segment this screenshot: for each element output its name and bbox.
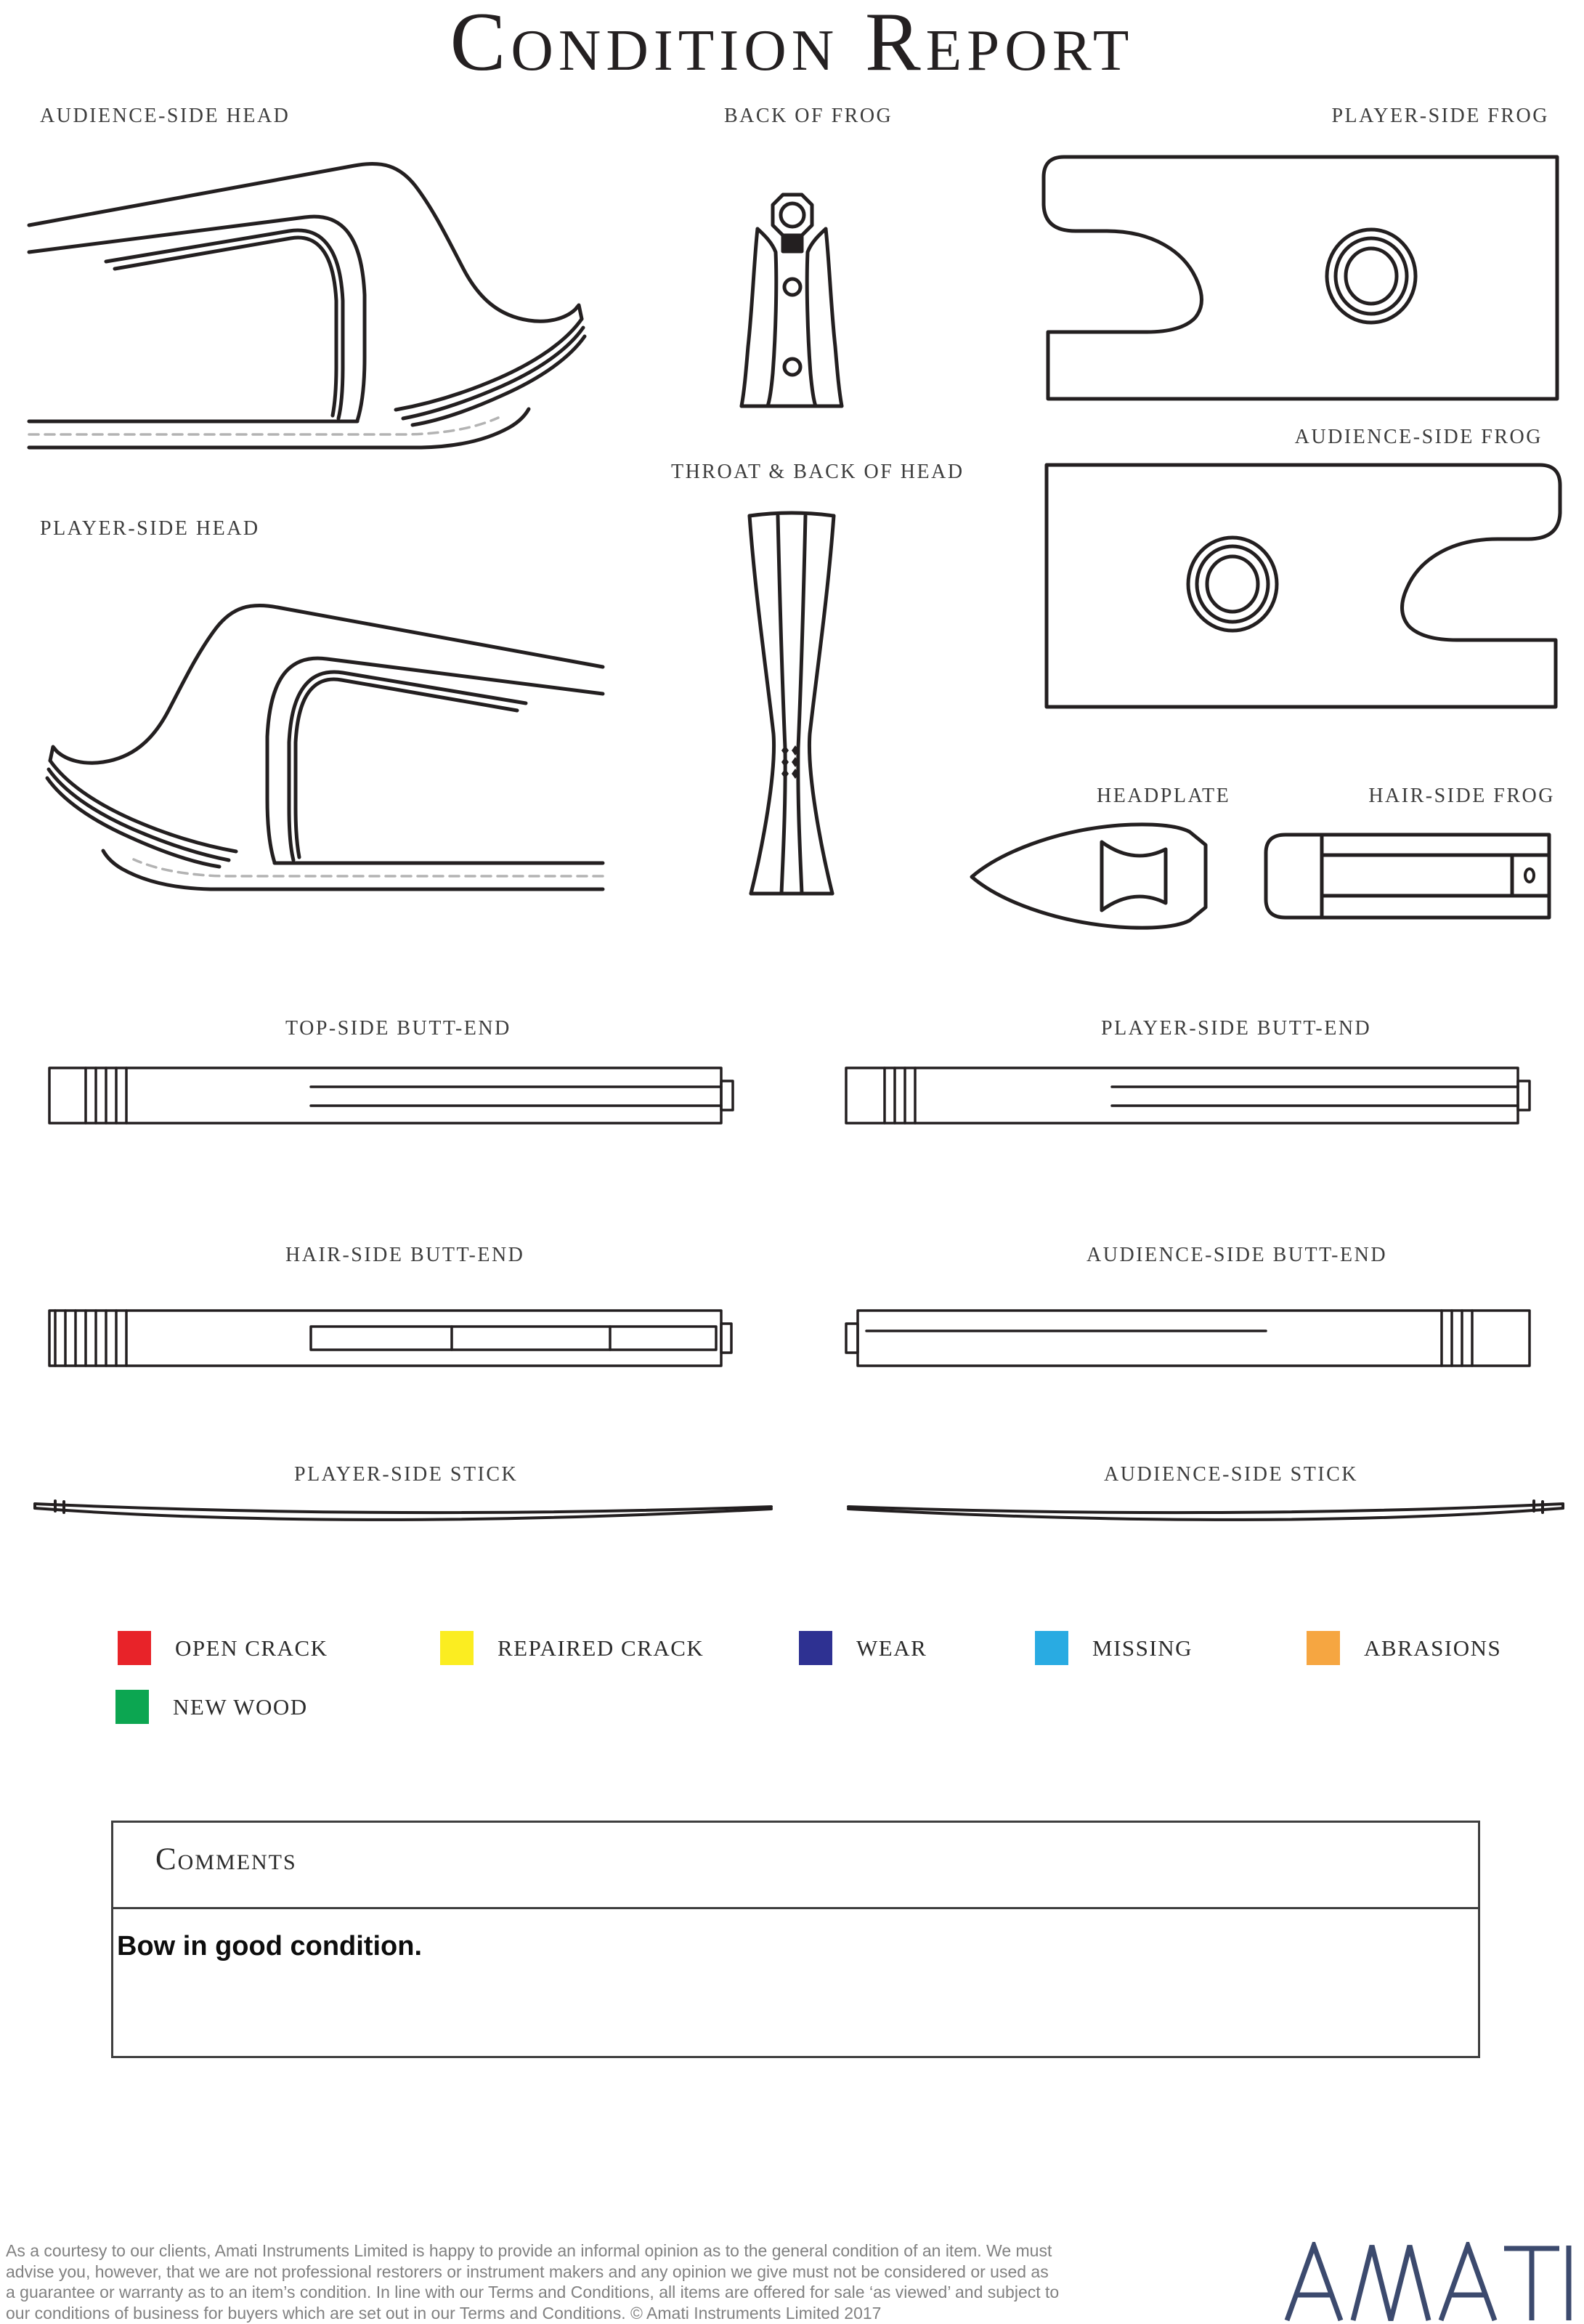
audience-side-stick-drawing [848,1501,1563,1520]
player-side-head-drawing [47,605,603,889]
legend-label: NEW WOOD [173,1693,308,1720]
legend-item-repaired-crack [440,1631,704,1665]
hair-side-butt-end-drawing [49,1311,731,1366]
open-crack-swatch [118,1631,151,1665]
comments-box [111,1821,1480,2058]
label-audience-side-butt-end: AUDIENCE-SIDE BUTT-END [1087,1244,1388,1266]
label-player-side-butt-end: PLAYER-SIDE BUTT-END [1101,1017,1372,1040]
label-hair-side-frog: HAIR-SIDE FROG [1368,785,1555,807]
abrasions-swatch [1307,1631,1340,1665]
wear-swatch [799,1631,832,1665]
legend-item-new-wood [115,1690,308,1724]
top-side-butt-end-drawing [49,1068,733,1123]
comment-text: Bow in good condition. [117,1931,423,1961]
legend-label: MISSING [1092,1635,1193,1661]
comments-heading: Comments [155,1842,297,1876]
label-hair-side-butt-end: HAIR-SIDE BUTT-END [285,1244,525,1266]
audience-side-butt-end-drawing [846,1311,1530,1366]
label-audience-side-head: AUDIENCE-SIDE HEAD [40,105,291,127]
disclaimer-line: our conditions of business for buyers which are set out in our Terms and Conditions. © Amati Instruments Limited 2017 [6,2303,882,2323]
legend-label: REPAIRED CRACK [497,1635,704,1661]
label-audience-side-stick: AUDIENCE-SIDE STICK [1104,1463,1359,1486]
label-back-of-frog: BACK OF FROG [724,105,893,127]
label-throat-back-of-head: THROAT & BACK OF HEAD [671,461,964,483]
page-title: Condition Report [450,0,1134,88]
new-wood-swatch [115,1690,149,1724]
legend-label: ABRASIONS [1364,1635,1502,1661]
label-audience-side-frog: AUDIENCE-SIDE FROG [1294,426,1543,448]
back-of-frog-drawing [742,195,842,406]
disclaimer [6,2240,1059,2323]
repaired-crack-swatch [440,1631,474,1665]
legend-item-missing [1035,1631,1193,1665]
disclaimer-line: advise you, however, that we are not professional restorers or instrument makers and any opinion we give must not be considered or used as [6,2262,1049,2281]
disclaimer-line: a guarantee or warranty as to an item’s condition. In line with our Terms and Conditions, all items are offered for sale ‘as viewed’ and subject to [6,2283,1060,2301]
hair-side-frog-drawing [1266,835,1549,918]
legend-label: WEAR [856,1635,927,1661]
label-player-side-head: PLAYER-SIDE HEAD [40,517,260,540]
headplate-drawing [972,825,1206,928]
audience-side-head-drawing [29,163,585,448]
legend-item-abrasions [1307,1631,1501,1665]
comments-header [113,1823,1478,1909]
legend-label: OPEN CRACK [175,1635,328,1661]
missing-swatch [1035,1631,1068,1665]
label-player-side-frog: PLAYER-SIDE FROG [1331,105,1549,127]
label-top-side-butt-end: TOP-SIDE BUTT-END [285,1017,511,1040]
player-side-stick-drawing [35,1501,771,1520]
legend-item-wear [799,1631,927,1665]
throat-back-of-head-drawing [750,513,834,894]
audience-side-frog-drawing [1047,465,1560,707]
label-player-side-stick: PLAYER-SIDE STICK [294,1463,519,1486]
label-headplate: HEADPLATE [1097,785,1231,807]
player-side-butt-end-drawing [846,1068,1530,1123]
legend-item-open-crack [118,1631,328,1665]
disclaimer-line: As a courtesy to our clients, Amati Instruments Limited is happy to provide an informal opinion as to the general condition of an item. We must [6,2241,1052,2260]
amati-logo [1284,2242,1573,2324]
player-side-frog-drawing [1044,157,1557,399]
